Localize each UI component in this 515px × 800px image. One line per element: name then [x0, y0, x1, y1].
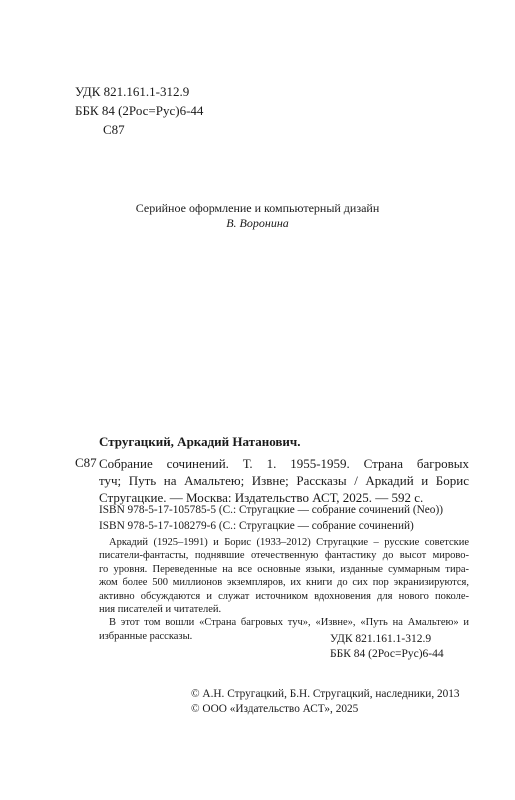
annotation-line: ния писателей и читателей.	[99, 604, 222, 616]
classification-block-top	[75, 82, 203, 139]
annotation-line: избранные рассказы.	[99, 630, 193, 642]
record-author: Стругацкий, Аркадий Натанович.	[99, 434, 301, 449]
record-description	[99, 455, 469, 506]
record-line: Собрание сочинений. Т. 1. 1955-1959. Страна багровых	[99, 456, 469, 471]
bbk-code: ББК 84 (2Рос=Рус)6-44	[75, 103, 204, 118]
udk-code: УДК 821.161.1-312.9	[330, 633, 432, 645]
annotation-line: Аркадий (1925–1991) и Борис (1933–2012) Стругацкие – русские советские	[109, 537, 469, 548]
design-credit-line: Серийное оформление и компьютерный дизайн	[135, 201, 380, 215]
annotation-line: го уровня. Переведенные на все основные языки, изданные суммарным тира-	[99, 563, 469, 575]
isbn-block	[99, 502, 443, 534]
classification-block-bottom	[330, 632, 444, 662]
record-line: Стругацкие. — Москва: Издательство АСТ, 2025. — 592 с.	[99, 490, 424, 505]
annotation-line: писатели-фантасты, поднявшие отечественную фантастику до высот мирово-	[99, 550, 469, 562]
author-sign-code: С87	[103, 122, 125, 137]
copyright-block	[191, 687, 460, 717]
annotation-line: В этот том вошли «Страна багровых туч», «Извне», «Путь на Амальтею» и	[109, 617, 469, 629]
copyright-line: © ООО «Издательство АСТ», 2025	[191, 703, 359, 715]
annotation	[99, 536, 469, 643]
isbn-line: ISBN 978-5-17-105785-5 (С.: Стругацкие — собрание сочинений (Neo))	[99, 504, 443, 516]
annotation-line: активно обсуждаются и служат источником вдохновения для нового поколе-	[99, 590, 469, 602]
record-line: туч; Путь на Амальтею; Извне; Рассказы / Аркадий и Борис	[99, 473, 469, 488]
record-author-sign-code: С87	[75, 455, 97, 470]
series-design-credit	[0, 201, 515, 231]
udk-code: УДК 821.161.1-312.9	[75, 84, 190, 99]
designer-name: В. Воронина	[226, 216, 289, 230]
isbn-line: ISBN 978-5-17-108279-6 (С.: Стругацкие — собрание сочинений)	[99, 520, 414, 532]
copyright-line: © А.Н. Стругацкий, Б.Н. Стругацкий, наследники, 2013	[191, 688, 460, 700]
annotation-line: жом более 500 миллионов экземпляров, их книги до сих пор экранизируются,	[99, 577, 469, 589]
bbk-code: ББК 84 (2Рос=Рус)6-44	[330, 648, 444, 660]
